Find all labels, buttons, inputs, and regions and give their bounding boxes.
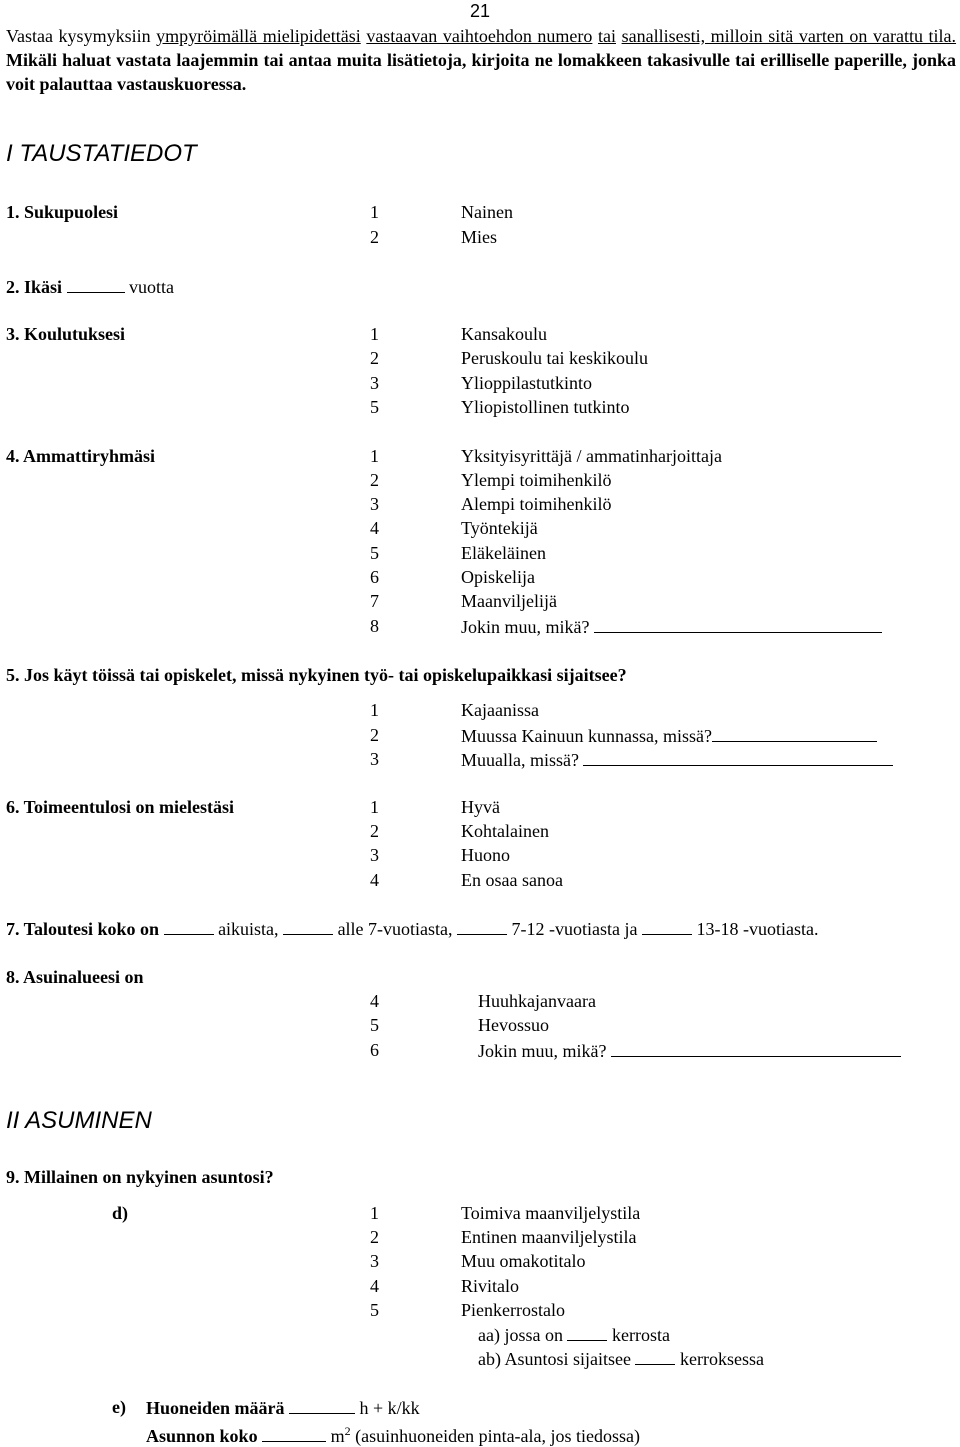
page-number: 21 [470, 1, 491, 21]
q3-option-text: Kansakoulu [461, 324, 547, 344]
q4-option-num[interactable]: 1 [370, 446, 379, 466]
q1-option-num[interactable]: 1 [370, 202, 379, 222]
q5-option-num[interactable]: 2 [370, 725, 379, 745]
adults-blank[interactable] [164, 917, 214, 935]
q3-option-num[interactable]: 3 [370, 373, 379, 393]
q4-option-num[interactable]: 3 [370, 494, 379, 514]
q3-option-num[interactable]: 2 [370, 348, 379, 368]
q1-label: 1. Sukupuolesi [6, 202, 119, 222]
q4-option-text: Yksityisyrittäjä / ammatinharjoittaja [461, 446, 722, 466]
q5-label: 5. Jos käyt töissä tai opiskelet, missä nykyinen työ- tai opiskelupaikkasi sijaitsee? [6, 665, 627, 685]
section-title-taustatiedot: I TAUSTATIEDOT [6, 140, 197, 167]
q9-floors-row: aa) jossa on kerrosta [478, 1325, 670, 1345]
q4-option-text: Eläkeläinen [461, 543, 546, 563]
q9-option-num[interactable]: 2 [370, 1227, 379, 1247]
q4-option-text: Maanviljelijä [461, 591, 557, 611]
size-row: Asunnon koko $m^2$ (asuinhuoneiden pinta-ala, jos tiedossa) [146, 1424, 641, 1446]
q6-option-num[interactable]: 2 [370, 821, 379, 841]
instructions: Vastaa kysymyksiin ympyröimällä mielipidettäsi vastaavan vaihtoehdon numero tai sanallisesti, milloin sitä varten on varattu tila. Mikäli haluat vastata laajemmin tai antaa muita lisätietoja, kirjoita ne lomakkeen takasivulle tai erilliselle paperille, jonka voit palauttaa vastauskuoressa. [6, 26, 957, 94]
q4-option-num[interactable]: 5 [370, 543, 379, 563]
q9-option-text: Entinen maanviljelystila [461, 1227, 637, 1247]
q6-option-text: Kohtalainen [461, 821, 549, 841]
q9-floor-row: ab) Asuntosi sijaitsee kerroksessa [478, 1349, 764, 1369]
qe-sub-label: e) [112, 1397, 126, 1417]
q7-label: 7. Taloutesi koko on [6, 919, 160, 939]
floor-blank[interactable] [635, 1347, 675, 1365]
q4-option-text: Alempi toimihenkilö [461, 494, 612, 514]
q3-label: 3. Koulutuksesi [6, 324, 126, 344]
q4-option-text: Ylempi toimihenkilö [461, 470, 612, 490]
rooms-row: Huoneiden määrä h + k/kk [146, 1398, 420, 1418]
q4-option-num[interactable]: 7 [370, 591, 379, 611]
q4-option-other: Jokin muu, mikä? [461, 615, 882, 638]
q6-option-num[interactable]: 1 [370, 797, 379, 817]
q2-label: 2. Ikäsi [6, 277, 63, 297]
q9-option-num[interactable]: 1 [370, 1203, 379, 1223]
q2-suffix: vuotta [129, 277, 175, 297]
q5-option-other: Muualla, missä? [461, 748, 893, 771]
q9-sub-label: d) [112, 1203, 129, 1223]
rooms-blank[interactable] [289, 1396, 355, 1414]
q5-option-num[interactable]: 1 [370, 700, 379, 720]
q5-elsewhere-blank[interactable] [583, 748, 893, 766]
q5-option-other: Muussa Kainuun kunnassa, missä? [461, 724, 877, 747]
age7-12-blank[interactable] [457, 917, 507, 935]
q7-row: 7. Taloutesi koko on aikuista, alle 7-vuotiasta, 7-12 -vuotiasta ja 13-18 -vuotiasta. [6, 919, 819, 939]
q4-label: 4. Ammattiryhmäsi [6, 446, 155, 466]
q2-row [6, 275, 174, 298]
q9-option-text: Muu omakotitalo [461, 1251, 586, 1271]
q6-option-num[interactable]: 4 [370, 870, 379, 890]
q6-option-num[interactable]: 3 [370, 845, 379, 865]
q4-option-num[interactable]: 6 [370, 567, 379, 587]
q6-option-text: Hyvä [461, 797, 500, 817]
q8-option-num[interactable]: 4 [370, 991, 379, 1011]
q9-option-text: Pienkerrostalo [461, 1300, 565, 1320]
q4-option-text: Työntekijä [461, 518, 538, 538]
q5-option-num[interactable]: 3 [370, 749, 379, 769]
q8-option-text: Hevossuo [478, 1015, 549, 1035]
q6-label: 6. Toimeentulosi on mielestäsi [6, 797, 235, 817]
q4-other-blank[interactable] [594, 615, 882, 633]
q5-where-blank[interactable] [712, 724, 877, 742]
q6-option-text: Huono [461, 845, 510, 865]
under7-blank[interactable] [283, 917, 333, 935]
q6-option-text: En osaa sanoa [461, 870, 563, 890]
q8-option-text: Huuhkajanvaara [478, 991, 596, 1011]
size-blank[interactable] [262, 1424, 326, 1442]
q8-option-num[interactable]: 5 [370, 1015, 379, 1035]
q3-option-num[interactable]: 5 [370, 397, 379, 417]
q3-option-text: Ylioppilastutkinto [461, 373, 593, 393]
q4-option-text: Opiskelija [461, 567, 535, 587]
age13-18-blank[interactable] [642, 917, 692, 935]
q1-option-text: Mies [461, 227, 497, 247]
q4-option-num[interactable]: 8 [370, 616, 379, 636]
q9-option-text: Rivitalo [461, 1276, 519, 1296]
q9-option-num[interactable]: 4 [370, 1276, 379, 1296]
floors-blank[interactable] [567, 1323, 607, 1341]
q3-option-text: Peruskoulu tai keskikoulu [461, 348, 648, 368]
q3-option-num[interactable]: 1 [370, 324, 379, 344]
q9-option-num[interactable]: 3 [370, 1251, 379, 1271]
q1-option-num[interactable]: 2 [370, 227, 379, 247]
q1-option-text: Nainen [461, 202, 513, 222]
age-blank[interactable] [67, 275, 125, 293]
q4-option-num[interactable]: 2 [370, 470, 379, 490]
q5-option-text: Kajaanissa [461, 700, 539, 720]
q9-option-text: Toimiva maanviljelystila [461, 1203, 641, 1223]
q9-option-num[interactable]: 5 [370, 1300, 379, 1320]
q8-label: 8. Asuinalueesi on [6, 967, 144, 987]
section-title-asuminen: II ASUMINEN [6, 1107, 152, 1134]
q8-option-other: Jokin muu, mikä? [478, 1039, 901, 1062]
q8-option-num[interactable]: 6 [370, 1040, 379, 1060]
q8-other-blank[interactable] [611, 1039, 901, 1057]
q9-label: 9. Millainen on nykyinen asuntosi? [6, 1167, 274, 1187]
q4-option-num[interactable]: 4 [370, 518, 379, 538]
q3-option-text: Yliopistollinen tutkinto [461, 397, 630, 417]
